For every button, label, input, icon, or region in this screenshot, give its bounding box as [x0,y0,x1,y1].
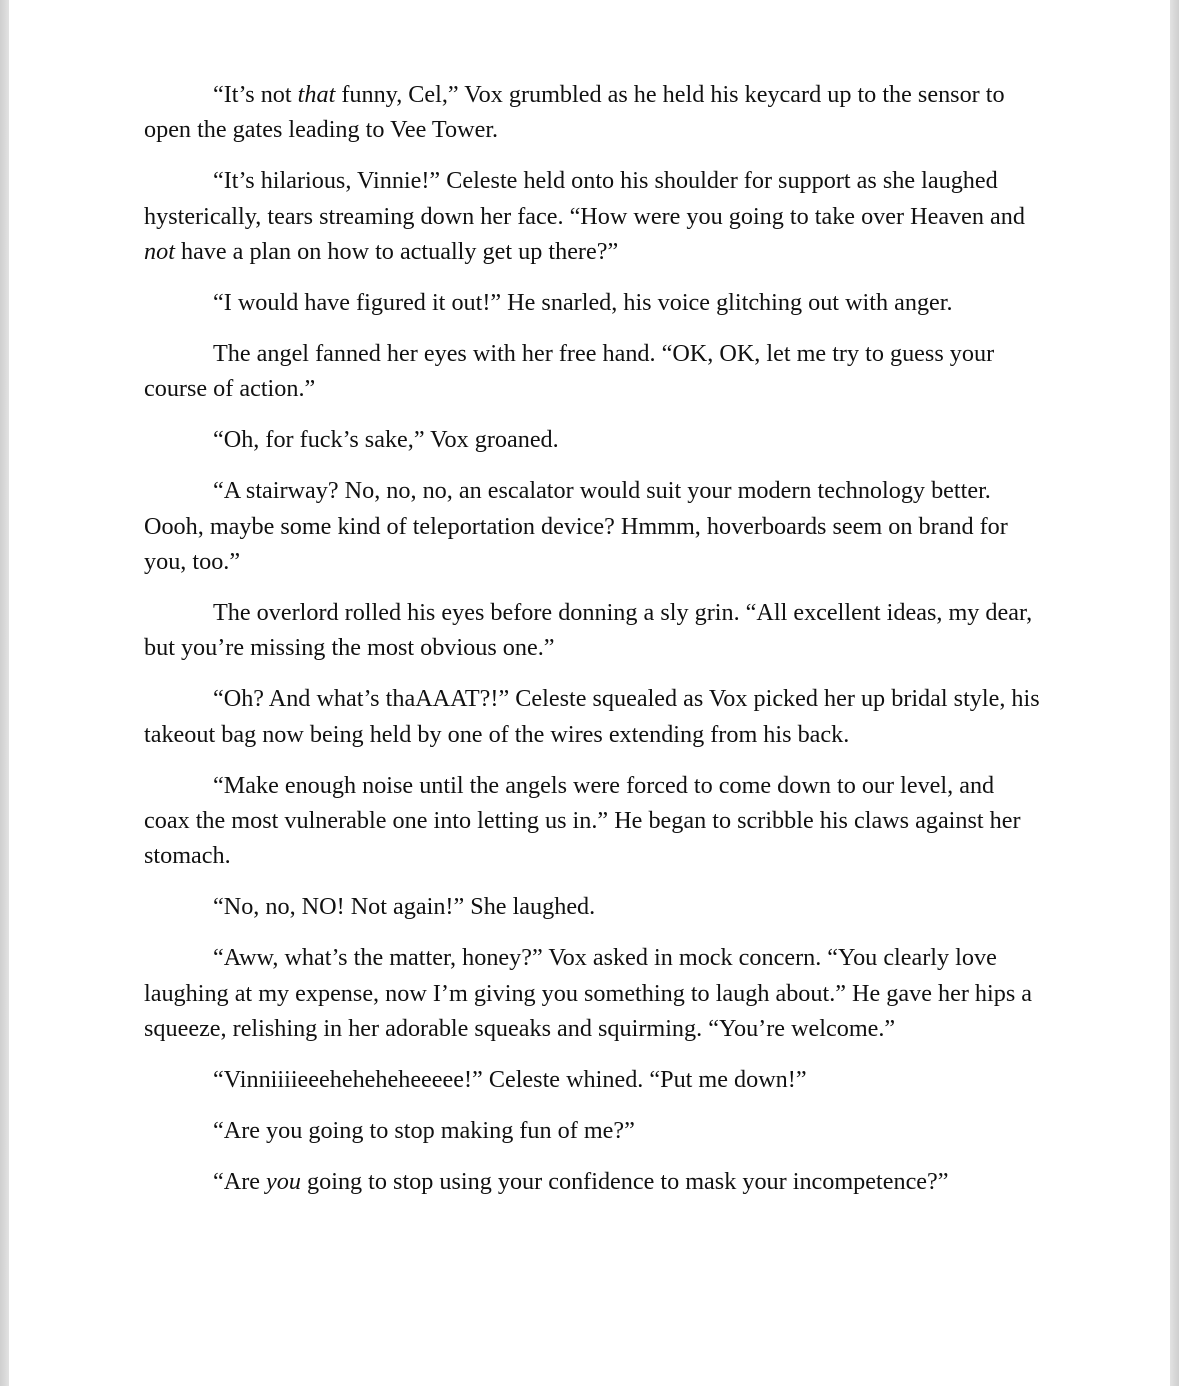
text-segment: “It’s not [213,81,298,108]
story-paragraph [144,163,1044,269]
text-segment: going to stop using your confidence to mask your incompetence?” [300,1167,949,1195]
story-paragraph [144,889,1044,924]
story-paragraph [144,473,1044,579]
story-paragraph [144,1062,1044,1097]
text-segment: The angel fanned her eyes with her free hand. “OK, OK, let me try to guess your course of action.” [144,339,995,403]
text-segment: funny, Cel,” Vox grumbled as he held his keycard up to the sensor to open the gates leading to Vee Tower. [144,81,1005,144]
text-segment: “Vinniiiieeeheheheheeeee!” Celeste whined. “Put me down!” [213,1065,807,1093]
story-paragraph [144,285,1044,320]
document-text-body [144,77,1044,1215]
text-segment: “Oh, for fuck’s sake,” Vox groaned. [213,426,559,454]
story-paragraph [144,336,1044,407]
text-segment: “Aww, what’s the matter, honey?” Vox asked in mock concern. “You clearly love laughing at my expense, now I’m giving you something to laugh about.” He gave her hips a squeeze, relishing in her adorable squeaks and squirming. “You’re welcome.” [144,944,1033,1042]
document-page [9,0,1170,1386]
text-segment: “It’s hilarious, Vinnie!” Celeste held onto his shoulder for support as she laughed hysterically, tears streaming down her face. “How were you going to take over Heaven and [144,167,1025,230]
text-segment: “I would have figured it out!” He snarled, his voice glitching out with anger. [213,289,953,317]
text-segment: have a plan on how to actually get up there?” [174,238,619,266]
story-paragraph [144,940,1044,1046]
viewer-left-edge [0,0,9,1386]
text-segment: “A stairway? No, no, no, an escalator would suit your modern technology better. Oooh, maybe some kind of teleportation device? Hmmm, hoverboards seem on brand for you, too.” [144,477,1008,575]
story-paragraph [144,595,1044,666]
story-paragraph [144,1113,1044,1148]
italic-text-segment: that [297,81,336,108]
story-paragraph [144,768,1044,874]
story-paragraph [144,1164,1044,1199]
story-paragraph [144,77,1044,148]
italic-text-segment: you [266,1167,301,1195]
text-segment: “No, no, NO! Not again!” She laughed. [213,893,596,921]
story-paragraph [144,681,1044,752]
text-segment: The overlord rolled his eyes before donning a sly grin. “All excellent ideas, my dear, but you’re missing the most obvious one.” [144,598,1033,662]
viewer-right-edge [1170,0,1179,1386]
italic-text-segment: not [144,238,175,266]
text-segment: “Oh? And what’s thaAAAT?!” Celeste squealed as Vox picked her up bridal style, his takeout bag now being held by one of the wires extending from his back. [144,685,1040,748]
text-segment: “Are you going to stop making fun of me?” [213,1116,635,1144]
text-segment: “Make enough noise until the angels were forced to come down to our level, and coax the most vulnerable one into letting us in.” He began to scribble his claws against her stomach. [144,771,1021,870]
text-segment: “Are [213,1167,267,1195]
story-paragraph [144,422,1044,457]
